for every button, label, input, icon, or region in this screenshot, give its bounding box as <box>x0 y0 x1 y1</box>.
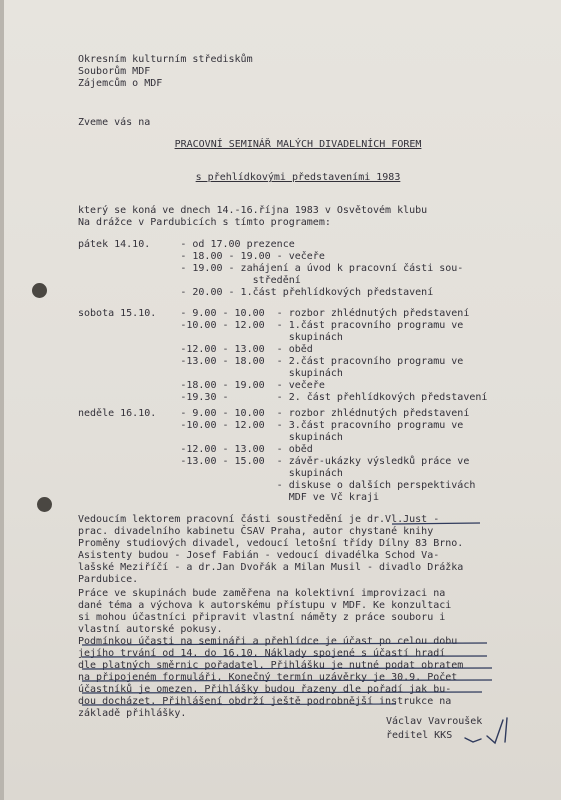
document-page <box>4 0 561 800</box>
schedule-line: -13.00 - 18.00 - 2.část pracovního programu ve <box>78 356 464 367</box>
schedule-line: - 19.00 - zahájení a úvod k pracovní části sou- <box>78 263 464 274</box>
addressee-line: Okresním kulturním střediskům <box>78 54 253 65</box>
schedule-line: - diskuse o dalších perspektivách <box>78 480 476 491</box>
lecturers-line: Vedoucím lektorem pracovní části soustředění je dr.Vl.Just - <box>78 514 440 525</box>
conditions-line: jejího trvání od 14. do 16.10. Náklady spojené s účastí hradí <box>78 648 446 659</box>
groups-line: si mohou účastníci připravit vlastní náměty z práce souboru i <box>78 612 446 623</box>
intro-line: který se koná ve dnech 14.-16.října 1983 v Osvětovém klubu <box>78 205 428 216</box>
schedule-line: pátek 14.10. - od 17.00 prezence <box>78 239 295 250</box>
schedule-line: -10.00 - 12.00 - 1.část pracovního programu ve <box>78 320 464 331</box>
lecturers-line: prac. divadelního kabinetu ČSAV Praha, autor chystané knihy <box>78 526 434 537</box>
document-title: PRACOVNÍ SEMINÁŘ MALÝCH DIVADELNÍCH FOREM <box>174 139 422 150</box>
conditions-line: dou docházet. Přihlášení obdrží ještě podrobnější instrukce na <box>78 696 452 707</box>
handwritten-signature <box>459 712 519 752</box>
document-subtitle: s přehlídkovými představeními 1983 <box>195 172 401 183</box>
conditions-line: dle platných směrnic pořadatel. Přihlášku je nutné podat obratem <box>78 660 464 671</box>
schedule-line: -19.30 - - 2. část přehlídkových představení <box>78 392 488 403</box>
lecturers-line: Proměny studiových divadel, vedoucí letošní třídy Dílny 83 Brno. <box>78 538 464 549</box>
schedule-line: -10.00 - 12.00 - 3.část pracovního programu ve <box>78 420 464 431</box>
schedule-line: sobota 15.10. - 9.00 - 10.00 - rozbor zhlédnutých představení <box>78 308 470 319</box>
lecturers-line: lašské Meziříčí - a dr.Jan Dvořák a Milan Musil - divadlo Drážka <box>78 562 464 573</box>
groups-line: dané téma a výchova k autorskému přístupu v MDF. Ke konzultaci <box>78 600 452 611</box>
conditions-line: základě přihlášky. <box>78 708 187 719</box>
conditions-line: na připojeném formuláři. Konečný termín uzávěrky je 30.9. Počet <box>78 672 458 683</box>
pen-underline-marks <box>4 0 561 800</box>
conditions-line: Podmínkou účasti na semináři a přehlídce je účast po celou dobu <box>78 636 458 647</box>
schedule-line: -13.00 - 15.00 - závěr-ukázky výsledků práce ve <box>78 456 470 467</box>
groups-line: Práce ve skupinách bude zaměřena na kolektivní improvizaci na <box>78 588 446 599</box>
groups-line: vlastní autorské pokusy. <box>78 624 223 635</box>
schedule-line: neděle 16.10. - 9.00 - 10.00 - rozbor zhlédnutých představení <box>78 408 470 419</box>
schedule-line: skupinách <box>78 432 343 443</box>
schedule-line: středění <box>78 275 301 286</box>
schedule-line: skupinách <box>78 468 343 479</box>
schedule-line: - 20.00 - 1.část přehlídkových představení <box>78 287 434 298</box>
lecturers-line: Asistenty budou - Josef Fabián - vedoucí divadélka Schod Va- <box>78 550 440 561</box>
addressee-line: Zájemcům o MDF <box>78 78 163 89</box>
intro-line: Na drážce v Pardubicích s tímto programem: <box>78 217 331 228</box>
schedule-line: -12.00 - 13.00 - oběd <box>78 444 313 455</box>
signatory-role: ředitel KKS <box>386 730 453 741</box>
signatory-name: Václav Vavroušek <box>386 716 483 727</box>
schedule-line: -18.00 - 19.00 - večeře <box>78 380 325 391</box>
schedule-line: MDF ve Vč kraji <box>78 492 380 503</box>
schedule-line: skupinách <box>78 368 343 379</box>
invitation-line: Zveme vás na <box>78 117 151 128</box>
lecturers-line: Pardubice. <box>78 574 139 585</box>
addressee-line: Souborům MDF <box>78 66 151 77</box>
conditions-line: účastníků je omezen. Přihlášky budou řazeny dle pořadí jak bu- <box>78 684 452 695</box>
schedule-line: - 18.00 - 19.00 - večeře <box>78 251 325 262</box>
schedule-line: skupinách <box>78 332 343 343</box>
schedule-line: -12.00 - 13.00 - oběd <box>78 344 313 355</box>
